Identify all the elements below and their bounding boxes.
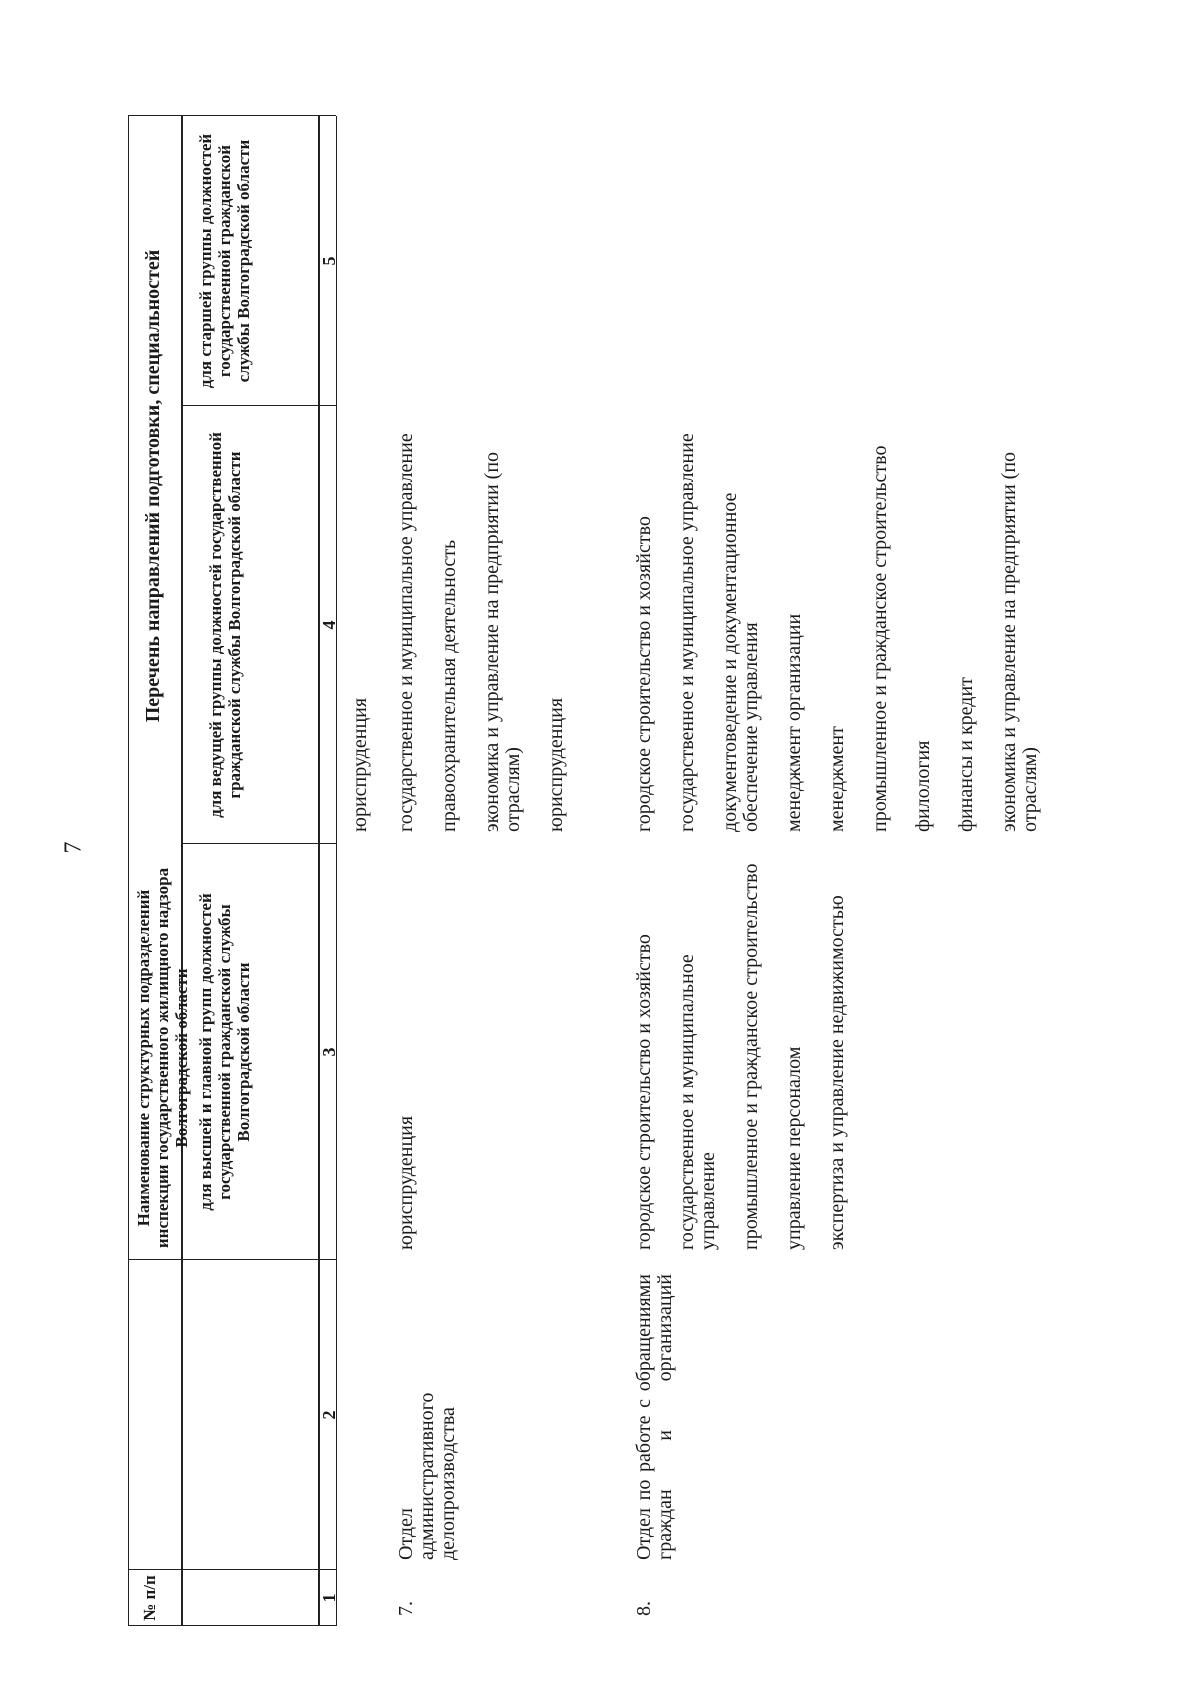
- header-col4: для ведущей группы должностей государственной гражданской службы Волгоградской области: [206, 432, 244, 818]
- list-item: промышленное и гражданское строительство: [740, 863, 762, 1250]
- list-item: государственное и муниципальное управление: [676, 433, 698, 832]
- header-col3: для высшей и главной групп должностей государственной гражданской службы Волгоградской области: [196, 893, 253, 1211]
- table-top-border: [128, 116, 129, 1626]
- row-8-num: 8.: [633, 1601, 655, 1616]
- list-item: документоведение и документационное обеспечение управления: [719, 492, 762, 832]
- header-specialties-title: Перечень направлений подготовки, специальностей: [142, 249, 164, 723]
- row-8-division: Отдел по работе с обращениями граждан и организаций: [633, 1274, 676, 1560]
- list-item: филология: [912, 740, 934, 832]
- col-border-1: [128, 1569, 336, 1570]
- col-border-5: [128, 115, 336, 116]
- list-item: государственное и муниципальное управление: [676, 954, 719, 1250]
- header-col5: для старшей группы должностей государственной гражданской службы Волгоградской области: [196, 133, 253, 389]
- list-item: городское строительство и хозяйство: [633, 516, 655, 832]
- list-item: юриспруденция: [545, 697, 567, 832]
- col-border-4: [181, 405, 336, 406]
- row-8-col4: [634, 422, 1063, 832]
- col-number-2: 2: [319, 1410, 339, 1420]
- col-number-5: 5: [319, 256, 339, 266]
- list-item: промышленное и гражданское строительство: [869, 445, 891, 832]
- header-division: Наименование структурных подразделений инспекции государственного жилищного надзора Волгоградской области: [134, 867, 191, 1249]
- col-number-4: 4: [319, 620, 339, 630]
- col-border-2: [128, 1259, 336, 1260]
- row-7-num: 7.: [395, 1601, 417, 1616]
- header-num: № п/п: [140, 1575, 159, 1621]
- row-7-division: Отдел административного делопроизводства: [395, 1392, 459, 1560]
- col-number-1: 1: [319, 1593, 339, 1603]
- col-border-0: [128, 1625, 336, 1626]
- list-item: экспертиза и управление недвижимостью: [826, 895, 848, 1250]
- list-item: юриспруденция: [395, 1115, 417, 1250]
- list-item: управление персоналом: [783, 1046, 805, 1250]
- list-item: государственное и муниципальное управление: [395, 433, 417, 832]
- list-item: экономика и управление на предприятии (по отраслям): [998, 451, 1041, 832]
- row-8-col3: [634, 860, 870, 1250]
- carry-over-col4: юриспруденция: [349, 697, 371, 832]
- list-item: городское строительство и хозяйство: [633, 934, 655, 1250]
- row-7-col4: [396, 432, 589, 832]
- list-item: менеджмент организации: [783, 613, 805, 832]
- list-item: правоохранительная деятельность: [438, 539, 460, 832]
- col-border-3: [181, 843, 336, 844]
- row-7-col3: [396, 860, 439, 1250]
- list-item: экономика и управление на предприятии (по отраслям): [481, 451, 524, 832]
- list-item: финансы и кредит: [955, 677, 977, 832]
- list-item: менеджмент: [826, 726, 848, 832]
- col-number-3: 3: [319, 1047, 339, 1057]
- page-number: 7: [60, 841, 87, 854]
